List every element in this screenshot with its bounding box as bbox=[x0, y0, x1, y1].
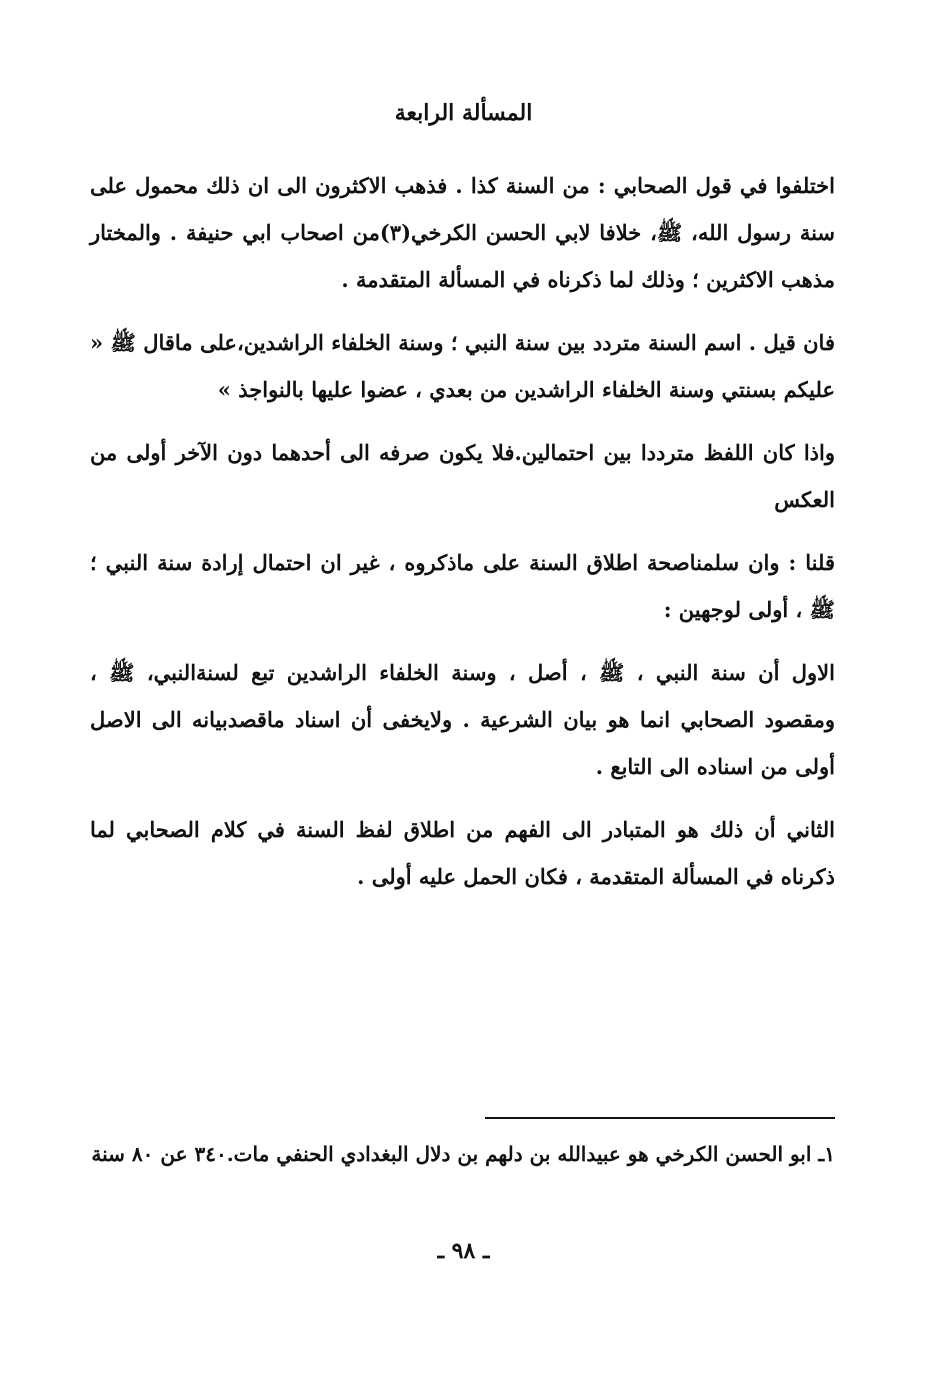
paragraph-3: واذا كان اللفظ مترددا بين احتمالين.فلا يكون صرفه الى أحدهما دون الآخر أولى من العكس bbox=[90, 440, 835, 512]
paragraph-4: قلنا : وان سلمناصحة اطلاق السنة على ماذكروه ، غير ان احتمال إرادة سنة النبي ؛ ﷺ ، أولى لوجهين : bbox=[90, 550, 835, 622]
page-number: ـ ٩٨ ـ bbox=[437, 1238, 490, 1264]
body-text bbox=[90, 162, 835, 916]
paragraph-6: الثاني أن ذلك هو المتبادر الى الفهم من اطلاق لفظ السنة في كلام الصحابي لما ذكرناه في المسألة المتقدمة ، فكان الحمل عليه أولى . bbox=[90, 817, 835, 889]
paragraph-5: الاول أن سنة النبي ، ﷺ ، أصل ، وسنة الخلفاء الراشدين تبع لسنةالنبي، ﷺ ، ومقصود الصحابي انما هو بيان الشرعية . ولايخفى أن اسناد ماقصدبيانه الى الاصل أولى من اسناده الى التابع . bbox=[90, 660, 835, 779]
section-heading: المسألة الرابعة bbox=[394, 100, 533, 126]
paragraph-1: اختلفوا في قول الصحابي : من السنة كذا . فذهب الاكثرون الى ان ذلك محمول على سنة رسول الله، ﷺ، خلافا لابي الحسن الكرخي(٣)من اصحاب ابي حنيفة . والمختار مذهب الاكثرين ؛ وذلك لما ذكرناه في المسألة المتقدمة . bbox=[90, 173, 836, 292]
footnote: ١ـ ابو الحسن الكرخي هو عبيدالله بن دلهم بن دلال البغدادي الحنفي مات.٣٤٠ عن ٨٠ سنة bbox=[91, 1142, 835, 1166]
paragraph-2: فان قيل . اسم السنة متردد بين سنة النبي ؛ وسنة الخلفاء الراشدين،على ماقال ﷺ « عليكم بسنتي وسنة الخلفاء الراشدين من بعدي ، عضوا عليها بالنواجذ » bbox=[90, 330, 835, 402]
footnote-divider bbox=[485, 1117, 835, 1119]
